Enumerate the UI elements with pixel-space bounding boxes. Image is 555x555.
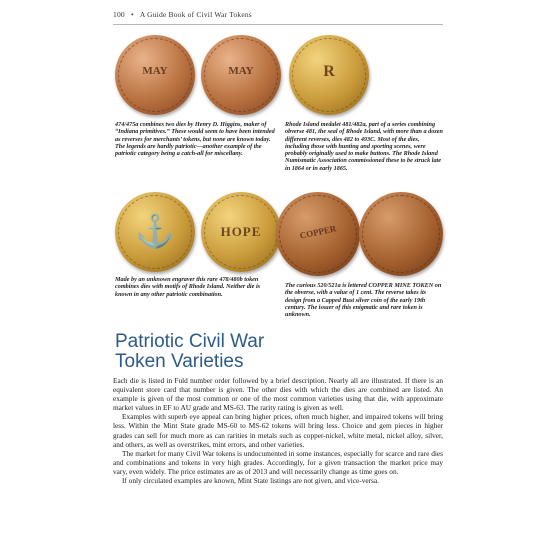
coin-legend: R (323, 63, 335, 80)
coin-legend: COPPER (298, 223, 338, 241)
section-title (115, 332, 441, 372)
paragraph: The market for many Civil War tokens is undocumented in some instances, especially for scarce and rare dies and combinations and tokens in very high grades. Accordingly, for a given transaction the market price may vary, even widely. The price estimates are as of 2013 and will necessarily change as time goes on. (113, 448, 443, 476)
paragraph: If only circulated examples are known, Mint State listings are not given, and vice-versa. (122, 476, 379, 486)
coin-legend: HOPE (220, 224, 262, 239)
header-bullet: • (130, 10, 134, 19)
caption-478-480b: Made by an unknown engraver this rare 478/480b token combines dies with motifs of Rhode Island. Neither die is known in any other patriotic combination. (115, 276, 261, 298)
book-page (113, 10, 443, 550)
coin-475a-reverse (201, 35, 281, 115)
section-title-line-2: Token Varieties (115, 351, 244, 372)
coin-521a-capped-bust (359, 192, 443, 276)
coin-legend: MAY (142, 65, 168, 77)
caption-474-475a: 474/475a combines two dies by Henry D. Higgins, maker of “Indiana primitives.” These would seem to have been intended as reverses for merchants’ tokens, but none are known today. The legends are hardly patriotic—another example of the patriotic category being a catch-all for miscellany. (115, 121, 275, 158)
coin-478-anchor (115, 192, 195, 272)
anchor-icon: ⚓ (135, 213, 175, 249)
caption-520-521a: The curious 520/521a is lettered COPPER MINE TOKEN on the obverse, with a value of 1 cent. The reverse takes its design from a Capped Bust silver coin of the early 19th century. The issuer of this enigmatic and rare token is unknown. (285, 282, 442, 319)
coin-474-obverse (115, 35, 195, 115)
page-number: 100 (113, 10, 125, 19)
coin-520-copper-mine (276, 192, 360, 276)
paragraph: Examples with superb eye appeal can bring higher prices, often much higher, and impaired tokens will bring less. Within the Mint State grade MS-60 to MS-62 tokens will bring less. Choice and gem pieces in higher grades can sell for much more as can rarities in metals such as copper-nickel, white metal, nickel alloy, silver, and others, as well as overstrikes, mint errors, and other varieties. (113, 412, 443, 449)
body-text (113, 376, 443, 485)
book-title: A Guide Book of Civil War Tokens (139, 10, 252, 19)
caption-481-482a: Rhode Island medalet 481/482a, part of a series combining obverse 481, the seal of Rhode Island, with more than a dozen different reverses, dies 482 to 493C. Most of the dies, including those with hunting and sporting scenes, were probably originally used to make buttons. The Rhode Island Numismatic Association commissioned these to be struck late in 1864 or in early 1865. (285, 121, 443, 172)
coin-480b-hope (201, 192, 281, 272)
section-title-line-1: Patriotic Civil War (115, 331, 265, 352)
running-head (113, 10, 443, 25)
coin-481-obverse (289, 35, 369, 115)
coin-legend: MAY (228, 65, 254, 77)
paragraph: Each die is listed in Fuld number order followed by a brief description. Nearly all are illustrated. If there is an equivalent store card that number is given. The other dies with which the dies are combined are listed. An example is given of the most common or one of the most common varieties using that die, with approximate market values in EF to AU grade and MS-63. The rarity rating is given as well. (113, 376, 443, 413)
